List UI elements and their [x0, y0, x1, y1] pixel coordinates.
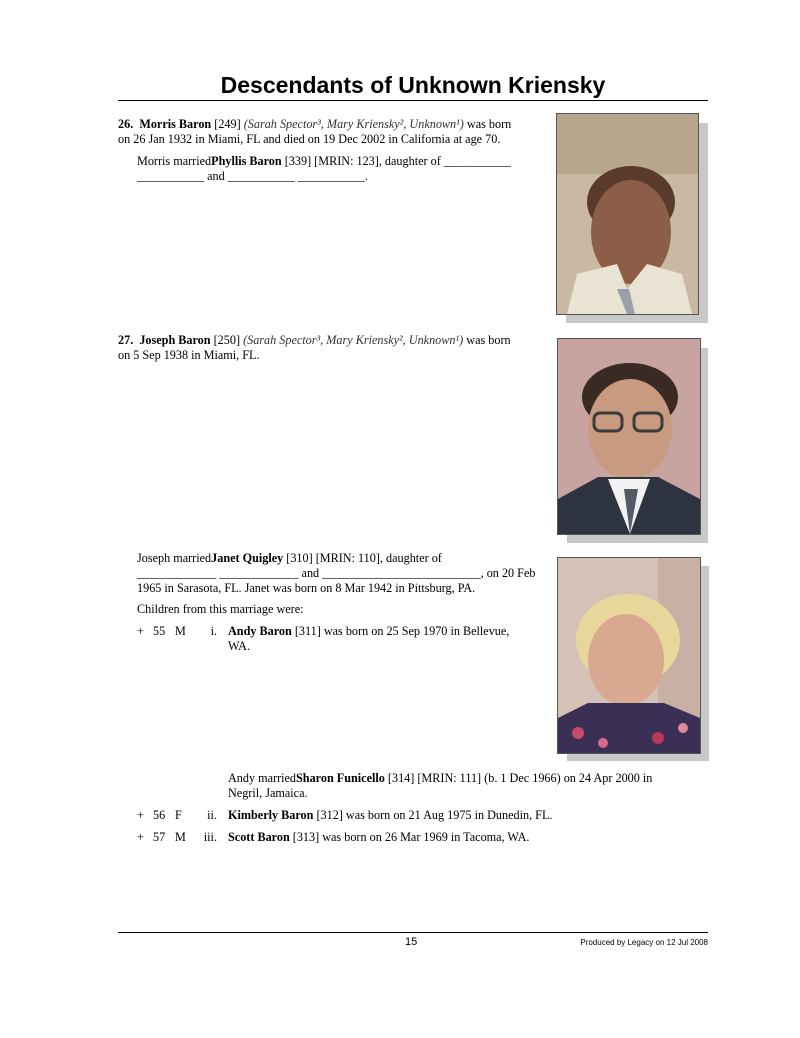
produced-by-note: Produced by Legacy on 12 Jul 2008 [580, 938, 708, 947]
marriage-line [137, 154, 548, 169]
child-number: 57 [153, 830, 166, 844]
child-index: i. [210, 624, 217, 638]
marriage-line: _____________ _____________ and __________________________, on 20 Feb [137, 566, 536, 580]
entry-text: was born [466, 333, 511, 347]
child-row [137, 808, 637, 824]
children-heading: Children from this marriage were: [137, 602, 304, 616]
lineage: (Sarah Spector³, Mary Kriensky², Unknown¹) [243, 333, 464, 347]
child-marker: + [137, 624, 144, 638]
joseph-baron-photo [557, 338, 701, 535]
child-text [228, 808, 628, 823]
child-text [228, 830, 628, 845]
entry-27 [118, 333, 548, 363]
child-sex: M [175, 830, 186, 844]
portrait-image [558, 339, 700, 534]
footer-rule [118, 932, 708, 933]
marriage-text: [314] [MRIN: 111] (b. 1 Dec 1966) on 24 Apr 2000 in [387, 771, 653, 785]
child-marker: + [137, 830, 144, 844]
child-detail: [311] was born on 25 Sep 1970 in Bellevue, [294, 624, 510, 638]
andy-marriage [228, 771, 698, 801]
marriage-26 [118, 154, 548, 184]
entry-26-line2: on 26 Jan 1932 in Miami, FL and died on 19 Dec 2002 in California at age 70. [118, 132, 501, 146]
spouse-name: Sharon Funicello [296, 771, 385, 785]
entry-number: 26. [118, 117, 134, 131]
entry-number: 27. [118, 333, 134, 347]
janet-quigley-photo [557, 557, 701, 754]
page-title: Descendants of Unknown Kriensky [220, 72, 606, 98]
marriage-27 [137, 551, 557, 617]
page-number: 15 [405, 936, 418, 948]
child-sex: F [175, 808, 182, 822]
portrait-image [558, 558, 700, 753]
entry-27-line1 [118, 333, 548, 348]
person-id: [249] [214, 117, 241, 131]
entry-26-line1 [118, 117, 548, 132]
child-row [137, 624, 557, 656]
child-text [228, 624, 548, 654]
child-number: 56 [153, 808, 166, 822]
marriage-line: 1965 in Sarasota, FL. Janet was born on 8 Mar 1942 in Pittsburg, PA. [137, 581, 476, 595]
child-detail: [313] was born on 26 Mar 1969 in Tacoma, WA. [292, 830, 530, 844]
lineage: (Sarah Spector³, Mary Kriensky², Unknown¹) [243, 117, 464, 131]
marriage-text: Morris married [137, 154, 212, 168]
marriage-line [228, 771, 698, 786]
marriage-text: Joseph married [137, 551, 212, 565]
child-name: Kimberly Baron [228, 808, 314, 822]
entry-27-line2: on 5 Sep 1938 in Miami, FL. [118, 348, 260, 362]
marriage-text: [310] [MRIN: 110], daughter of [286, 551, 442, 565]
marriage-line: ___________ and ___________ ___________. [137, 169, 368, 183]
person-name: Joseph Baron [139, 333, 211, 347]
entry-26 [118, 117, 548, 184]
child-sex: M [175, 624, 186, 638]
morris-baron-photo [556, 113, 699, 315]
title-rule [118, 100, 708, 101]
portrait-image [557, 114, 698, 314]
marriage-line [137, 551, 557, 566]
marriage-text: [339] [MRIN: 123], daughter of ___________ [284, 154, 511, 168]
child-index: iii. [203, 830, 217, 844]
child-name: Andy Baron [228, 624, 292, 638]
marriage-text: Andy married [228, 771, 297, 785]
spouse-name: Janet Quigley [211, 551, 284, 565]
child-marker: + [137, 808, 144, 822]
child-index: ii. [207, 808, 217, 822]
child-detail: [312] was born on 21 Aug 1975 in Dunedin, FL. [316, 808, 553, 822]
marriage-line: Negril, Jamaica. [228, 786, 308, 800]
spouse-name: Phyllis Baron [211, 154, 282, 168]
entry-text: was born [466, 117, 512, 131]
child-number: 55 [153, 624, 166, 638]
person-name: Morris Baron [139, 117, 212, 131]
child-name: Scott Baron [228, 830, 290, 844]
person-id: [250] [213, 333, 241, 347]
child-detail: WA. [228, 639, 250, 653]
child-row [137, 830, 637, 846]
